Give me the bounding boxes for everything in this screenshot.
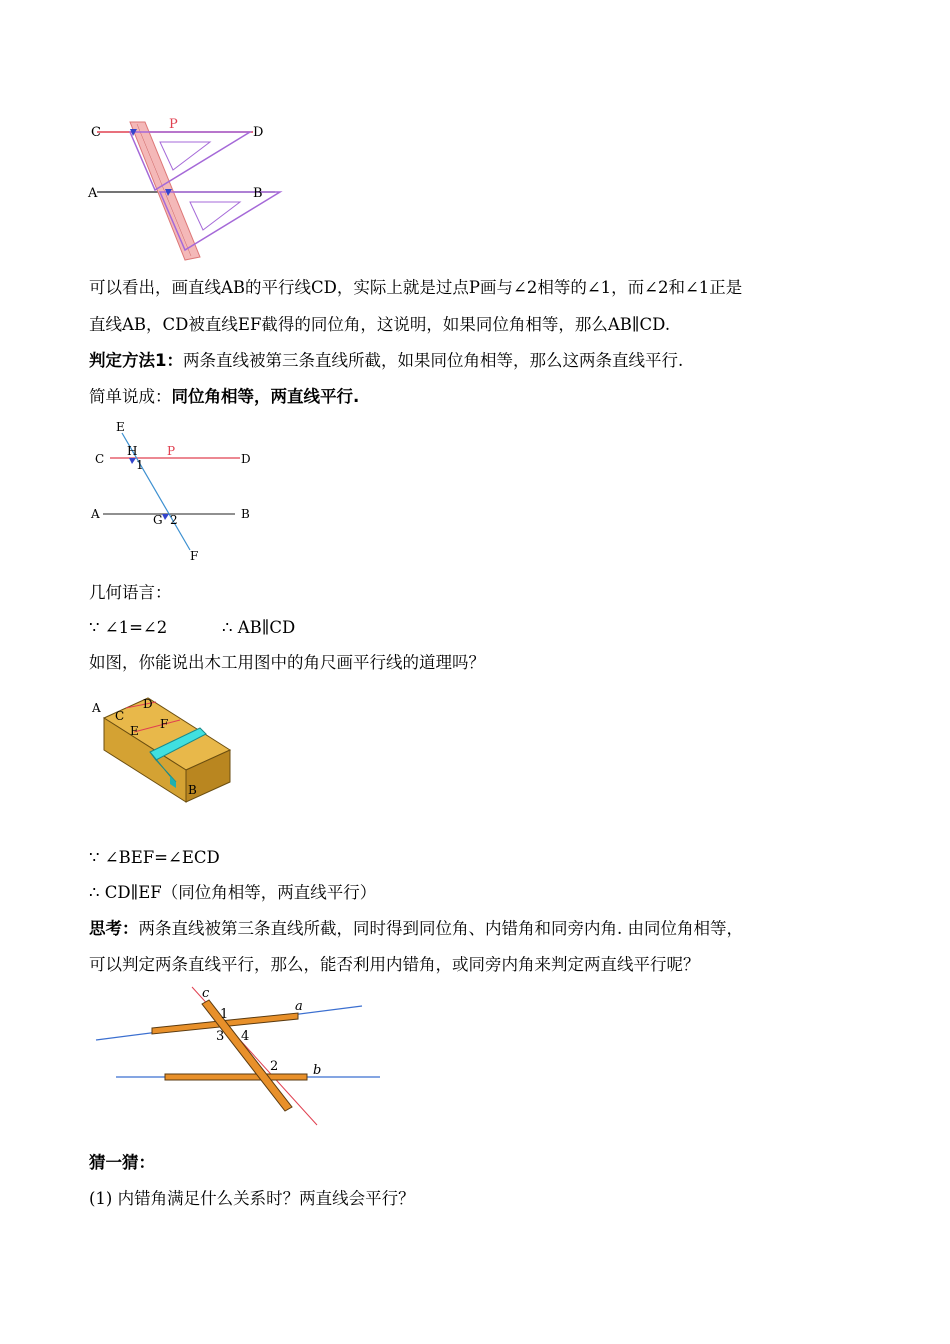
label-d: D: [241, 452, 251, 466]
label-g: G: [153, 513, 163, 527]
proof-because: ∵ ∠BEF=∠ECD: [89, 848, 220, 867]
label-a: A: [92, 701, 101, 715]
label-c: C: [95, 452, 105, 466]
label-b: B: [241, 507, 250, 521]
method-1-label: 判定方法1：: [89, 351, 183, 370]
paragraph-line-1: 可以看出，画直线AB的平行线CD，实际上就是过点P画与∠2相等的∠1，而∠2和∠1正是: [89, 278, 743, 297]
label-d: D: [253, 125, 264, 140]
geometry-because: ∵ ∠1=∠2: [89, 618, 168, 637]
label-3: 3: [216, 1029, 225, 1044]
paragraph-line-2: 直线AB，CD被直线EF截得的同位角，这说明，如果同位角相等，那么AB∥CD.: [89, 315, 671, 334]
label-c: C: [91, 125, 101, 140]
think-text-1: 两条直线被第三条直线所截，同时得到同位角、内错角和同旁内角. 由同位角相等，: [138, 919, 743, 938]
think-line-2: 可以判定两条直线平行，那么，能否利用内错角，或同旁内角来判定两直线平行呢？: [89, 955, 700, 974]
figure-set-square-parallel: [85, 112, 295, 262]
label-d: D: [143, 697, 153, 711]
label-a: a: [295, 999, 303, 1014]
geometry-language-title: 几何语言：: [89, 583, 172, 602]
simple-prefix: 简单说成：: [89, 387, 172, 406]
question-line: 如图，你能说出木工用图中的角尺画平行线的道理吗？: [89, 653, 485, 672]
label-a: A: [91, 507, 100, 521]
label-1: 1: [220, 1007, 229, 1022]
label-h: H: [127, 444, 138, 458]
label-p: P: [167, 444, 176, 458]
label-c: c: [202, 986, 210, 1001]
label-c: C: [115, 709, 125, 723]
figure-transversal: [85, 418, 265, 566]
method-1-text: 两条直线被第三条直线所截，如果同位角相等，那么这两条直线平行.: [182, 351, 684, 370]
guess-title-text: 猜一猜：: [89, 1153, 155, 1172]
label-f: F: [160, 717, 169, 731]
label-b: B: [253, 186, 263, 201]
guess-question-1: (1) 内错角满足什么关系时？两直线会平行？: [89, 1189, 415, 1208]
think-line-1: [89, 918, 743, 940]
simple-statement: [89, 386, 359, 408]
label-2: 2: [270, 1059, 279, 1074]
simple-bold: 同位角相等，两直线平行.: [171, 387, 360, 406]
label-p: P: [169, 117, 178, 132]
method-1: [89, 350, 683, 372]
think-label: 思考：: [89, 919, 139, 938]
label-f: F: [190, 549, 199, 563]
label-b: B: [188, 783, 197, 797]
guess-title: [89, 1152, 155, 1174]
label-e: E: [116, 420, 125, 434]
label-b: b: [313, 1063, 322, 1078]
label-4: 4: [241, 1029, 250, 1044]
label-a: A: [88, 186, 98, 201]
label-1: 1: [136, 458, 144, 472]
figure-carpenter-board: [88, 690, 238, 812]
proof-therefore: ∴ CD∥EF（同位角相等，两直线平行）: [89, 883, 377, 902]
label-2: 2: [170, 513, 178, 527]
label-e: E: [130, 724, 139, 738]
figure-sticks: [92, 982, 382, 1128]
geometry-therefore: ∴ AB∥CD: [222, 618, 296, 637]
